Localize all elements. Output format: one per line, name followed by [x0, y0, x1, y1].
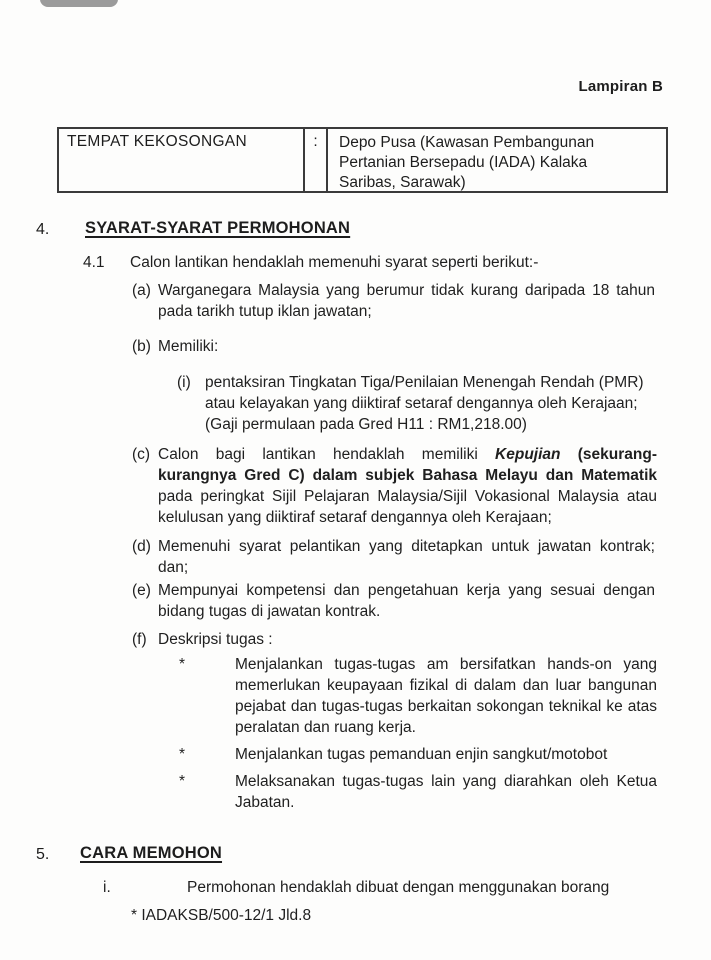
item-f-text: Deskripsi tugas : — [158, 631, 273, 648]
vacancy-table-separator: : — [303, 129, 328, 191]
item-a-marker: (a) — [132, 282, 151, 299]
section-5-title: CARA MEMOHON — [80, 844, 223, 862]
attachment-label: Lampiran B — [578, 78, 663, 95]
item-b-i-marker: (i) — [177, 374, 191, 391]
item-e-text: Mempunyai kompetensi dan pengetahuan kerja yang sesuai dengan bidang tugas di jawatan kontrak. — [158, 582, 655, 620]
clause-41-number: 4.1 — [83, 254, 105, 271]
vacancy-table — [57, 127, 668, 193]
bullet-2-marker: * — [179, 746, 186, 763]
vacancy-table-value: Depo Pusa (Kawasan Pembangunan Pertanian Bersepadu (IADA) Kalaka Saribas, Sarawak) — [339, 134, 595, 191]
section-5-number: 5. — [36, 846, 50, 863]
item-b-i-block — [205, 372, 657, 435]
section-4-number: 4. — [36, 221, 50, 238]
item-c-seg3-bold: (sekurang-kurangnya Gred C) dalam subjek Bahasa Melayu dan Matematik — [158, 446, 657, 484]
bullet-1-marker: * — [179, 656, 186, 673]
vacancy-table-label: TEMPAT KEKOSONGAN — [67, 133, 247, 150]
bullet-3-marker: * — [179, 773, 186, 790]
item-c-seg4: pada peringkat Sijil Pelajaran Malaysia/Sijil Vokasional Malaysia atau kelulusan yang diiktiraf setaraf dengannya oleh Kerajaan; — [158, 488, 657, 526]
bullet-1-text: Menjalankan tugas-tugas am bersifatkan hands-on yang memerlukan keupayaan fizikal di dalam dan luar bangunan pejabat dan tugas-tugas berkaitan sokongan teknikal ke atas peralatan dan ruang kerja. — [235, 656, 657, 736]
item-a-text: Warganegara Malaysia yang berumur tidak kurang daripada 18 tahun pada tarikh tutup iklan jawatan; — [158, 282, 655, 320]
clause-41-text: Calon lantikan hendaklah memenuhi syarat seperti berikut:- — [130, 254, 539, 271]
cropped-pill-shape — [40, 0, 118, 7]
section-5-item-i-marker: i. — [103, 879, 111, 896]
item-d-marker: (d) — [132, 538, 151, 555]
section-4-title: SYARAT-SYARAT PERMOHONAN — [85, 219, 351, 237]
item-c-seg2-emphasis: Kepujian — [495, 446, 561, 463]
item-e-marker: (e) — [132, 582, 151, 599]
item-f-marker: (f) — [132, 631, 147, 648]
item-c-seg1: Calon bagi lantikan hendaklah memiliki — [158, 446, 496, 463]
item-b-marker: (b) — [132, 338, 151, 355]
item-b-text: Memiliki: — [158, 338, 219, 355]
item-b-i-text: pentaksiran Tingkatan Tiga/Penilaian Menengah Rendah (PMR) atau kelayakan yang diiktiraf setaraf dengannya oleh Kerajaan; — [205, 374, 644, 412]
item-b-i-note: (Gaji permulaan pada Gred H11 : RM1,218.00) — [205, 416, 527, 433]
item-d-text: Memenuhi syarat pelantikan yang ditetapkan untuk jawatan kontrak; dan; — [158, 538, 655, 576]
item-c-text — [158, 444, 657, 528]
bullet-2-text: Menjalankan tugas pemanduan enjin sangkut/motobot — [235, 746, 608, 763]
item-c-marker: (c) — [132, 446, 151, 463]
section-5-item-i-text: Permohonan hendaklah dibuat dengan menggunakan borang — [187, 879, 610, 896]
bullet-3-text: Melaksanakan tugas-tugas lain yang diarahkan oleh Ketua Jabatan. — [235, 773, 657, 811]
form-reference: * IADAKSB/500-12/1 Jld.8 — [131, 907, 312, 924]
